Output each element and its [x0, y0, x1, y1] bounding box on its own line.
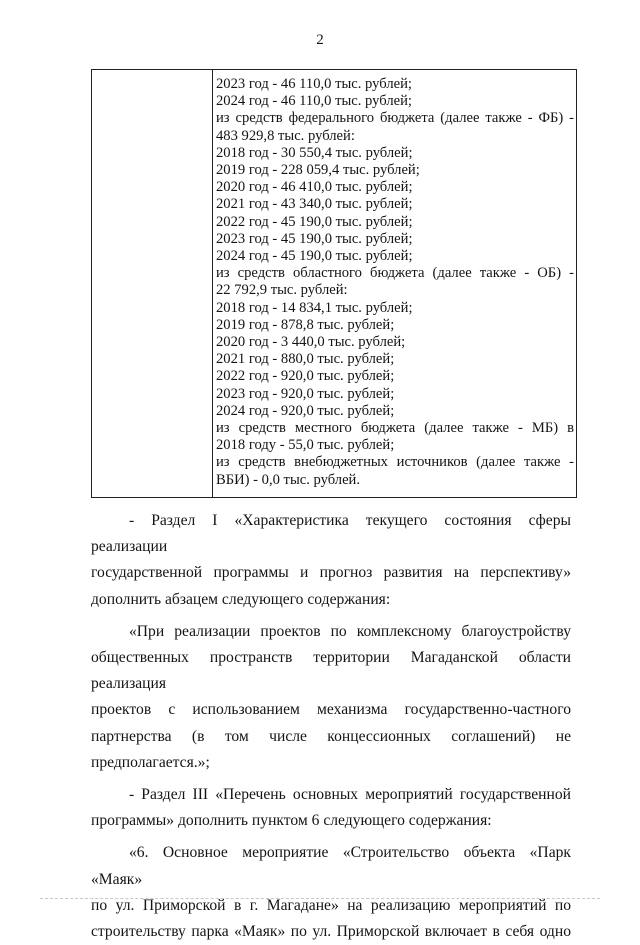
table-line: 2018 году - 55,0 тыс. рублей; [216, 437, 395, 454]
quote-line: проектов с использованием механизма государственно-частного [91, 701, 571, 719]
document-body [91, 508, 571, 945]
table-line: из средств внебюджетных источников (далее также - [216, 454, 574, 471]
table-line: 2022 год - 45 190,0 тыс. рублей; [216, 213, 413, 230]
section-3-line: программы» дополнить пунктом 6 следующего содержания: [91, 812, 492, 830]
table-line: 2018 год - 14 834,1 тыс. рублей; [216, 299, 413, 316]
table-line: 2022 год - 920,0 тыс. рублей; [216, 368, 395, 385]
section-1-line: - Раздел I «Характеристика текущего состояния сферы реализации [91, 512, 571, 556]
item-6-line: «6. Основное мероприятие «Строительство объекта «Парк «Маяк» [91, 844, 571, 888]
quote-line: предполагается.»; [91, 753, 210, 771]
table-line: 2023 год - 920,0 тыс. рублей; [216, 385, 395, 402]
table-line: 2024 год - 920,0 тыс. рублей; [216, 402, 395, 419]
section-1-line: дополнить абзацем следующего содержания: [91, 590, 391, 608]
section-3-line: - Раздел III «Перечень основных мероприятий государственной [129, 786, 571, 804]
table-line: 2021 год - 880,0 тыс. рублей; [216, 351, 395, 368]
table-line: 2024 год - 45 190,0 тыс. рублей; [216, 248, 413, 265]
item-6-line: строительству парка «Маяк» по ул. Приморской включает в себя одно [91, 923, 571, 941]
table-line: 2019 год - 878,8 тыс. рублей; [216, 316, 395, 333]
table-line: 2018 год - 30 550,4 тыс. рублей; [216, 144, 413, 161]
table-line: 2024 год - 46 110,0 тыс. рублей; [216, 93, 412, 110]
table-line: 2023 год - 46 110,0 тыс. рублей; [216, 76, 412, 92]
table-line: 2020 год - 3 440,0 тыс. рублей; [216, 334, 406, 351]
table-line: 22 792,9 тыс. рублей: [216, 282, 348, 299]
section-1-line: государственной программы и прогноз развития на перспективу» [91, 564, 571, 582]
quote-line: партнерства (в том числе концессионных соглашений) не [91, 727, 571, 745]
table-line: из средств местного бюджета (далее также - МБ) в [216, 420, 574, 437]
table-line: 2023 год - 45 190,0 тыс. рублей; [216, 230, 413, 247]
budget-table [91, 69, 577, 498]
item-6-line: по ул. Приморской в г. Магадане» на реализацию мероприятий по [91, 896, 571, 914]
quote-line: «При реализации проектов по комплексному благоустройству [129, 622, 571, 640]
table-line: 2021 год - 43 340,0 тыс. рублей; [216, 196, 413, 213]
table-line: из средств областного бюджета (далее также - ОБ) - [216, 265, 574, 282]
table-line: ВБИ) - 0,0 тыс. рублей. [216, 471, 361, 488]
table-line: 2019 год - 228 059,4 тыс. рублей; [216, 162, 420, 179]
page-number: 2 [316, 32, 324, 48]
table-column-divider [212, 70, 213, 497]
quote-line: общественных пространств территории Магаданской области реализация [91, 649, 571, 693]
table-line: 2020 год - 46 410,0 тыс. рублей; [216, 179, 413, 196]
table-line: из средств федерального бюджета (далее также - ФБ) - [216, 110, 574, 127]
page-bottom-edge [40, 898, 600, 899]
table-right-cell [216, 76, 574, 489]
table-line: 483 929,8 тыс. рублей: [216, 127, 355, 144]
